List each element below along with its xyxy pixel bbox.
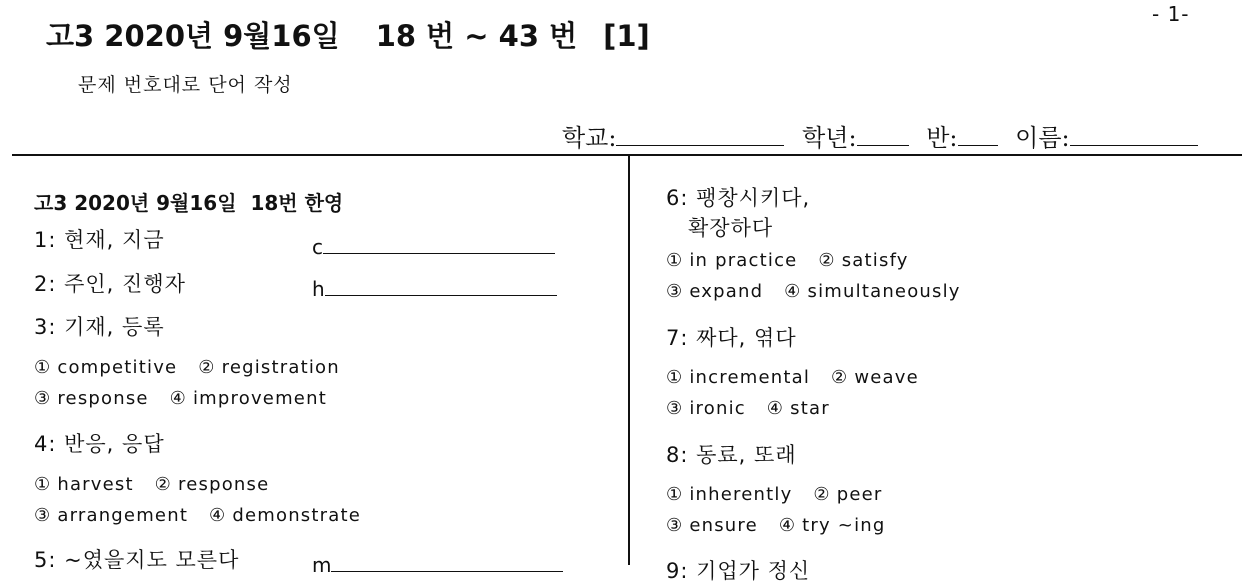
option-2[interactable]: ② response <box>154 474 270 495</box>
answer-line[interactable] <box>331 551 563 572</box>
option-4[interactable]: ④ improvement <box>169 388 327 409</box>
question-4-options-row-1 <box>34 474 283 495</box>
left-column <box>0 155 620 577</box>
question-2-label: 2: 주인, 진행자 <box>34 272 186 296</box>
answer-prefix: c <box>312 235 323 259</box>
question-5-label: 5: ~였을지도 모른다 <box>34 548 240 572</box>
option-2[interactable]: ② peer <box>813 484 883 505</box>
option-4[interactable]: ④ demonstrate <box>209 505 361 526</box>
school-field[interactable] <box>562 118 784 153</box>
question-7-options-row-2 <box>666 398 844 419</box>
right-column <box>640 155 1240 583</box>
section-title: 고3 2020년 9월16일 18번 한영 <box>34 191 344 215</box>
question-3-options-row-2 <box>34 388 341 409</box>
option-4[interactable]: ④ simultaneously <box>784 281 961 302</box>
student-info-row <box>562 118 1208 153</box>
page-number: - 1- <box>1152 2 1190 26</box>
question-3-options-row-1 <box>34 357 354 378</box>
column-divider <box>628 155 630 565</box>
question-6-options-row-1 <box>666 250 923 271</box>
name-field[interactable] <box>1015 118 1197 153</box>
option-1[interactable]: ① competitive <box>34 357 178 378</box>
name-blank[interactable] <box>1070 121 1198 146</box>
question-6-label-line-2: 확장하다 <box>688 216 774 240</box>
answer-prefix: m <box>312 553 332 577</box>
instructions: 문제 번호대로 단어 작성 <box>78 74 293 96</box>
question-6-label <box>666 182 810 242</box>
option-2[interactable]: ② weave <box>830 367 919 388</box>
option-3[interactable]: ③ arrangement <box>34 505 189 526</box>
question-8-options-row-2 <box>666 515 900 536</box>
class-field[interactable] <box>926 118 997 153</box>
question-9-label: 9: 기업가 정신 <box>666 559 811 583</box>
question-4-label: 4: 반응, 응답 <box>34 432 165 456</box>
name-label: 이름: <box>1015 124 1070 152</box>
question-2-answer[interactable] <box>312 275 557 301</box>
option-1[interactable]: ① incremental <box>666 367 811 388</box>
question-4-options-row-2 <box>34 505 375 526</box>
answer-line[interactable] <box>325 275 557 296</box>
question-5-answer[interactable] <box>312 551 563 577</box>
option-3[interactable]: ③ expand <box>666 281 764 302</box>
answer-prefix: h <box>312 277 325 301</box>
option-3[interactable]: ③ ironic <box>666 398 746 419</box>
class-label: 반: <box>926 124 958 152</box>
worksheet-title <box>46 14 650 55</box>
question-6-label-line-1: 6: 팽창시키다, <box>666 186 811 210</box>
question-7-options-row-1 <box>666 367 933 388</box>
grade-blank[interactable] <box>857 121 909 146</box>
school-blank[interactable] <box>616 121 784 146</box>
option-1[interactable]: ① harvest <box>34 474 134 495</box>
option-4[interactable]: ④ try ~ing <box>778 515 886 536</box>
option-4[interactable]: ④ star <box>766 398 830 419</box>
title-page-tag: [1] <box>603 19 650 53</box>
question-1-label: 1: 현재, 지금 <box>34 228 165 252</box>
question-8-label: 8: 동료, 또래 <box>666 443 797 467</box>
grade-label: 학년: <box>802 124 857 152</box>
question-8-options-row-1 <box>666 484 896 505</box>
option-1[interactable]: ① in practice <box>666 250 798 271</box>
question-1-answer[interactable] <box>312 233 555 259</box>
option-1[interactable]: ① inherently <box>666 484 793 505</box>
title-range: 18 번 ~ 43 번 <box>375 19 578 53</box>
class-blank[interactable] <box>958 121 998 146</box>
option-3[interactable]: ③ ensure <box>666 515 758 536</box>
grade-field[interactable] <box>802 118 908 153</box>
option-3[interactable]: ③ response <box>34 388 149 409</box>
school-label: 학교: <box>562 124 617 152</box>
title-date: 고3 2020년 9월16일 <box>46 19 340 53</box>
question-7-label: 7: 짜다, 엮다 <box>666 326 797 350</box>
question-6-options-row-2 <box>666 281 975 302</box>
answer-line[interactable] <box>323 233 555 254</box>
option-2[interactable]: ② registration <box>198 357 340 378</box>
question-3-label: 3: 기재, 등록 <box>34 315 165 339</box>
option-2[interactable]: ② satisfy <box>818 250 909 271</box>
